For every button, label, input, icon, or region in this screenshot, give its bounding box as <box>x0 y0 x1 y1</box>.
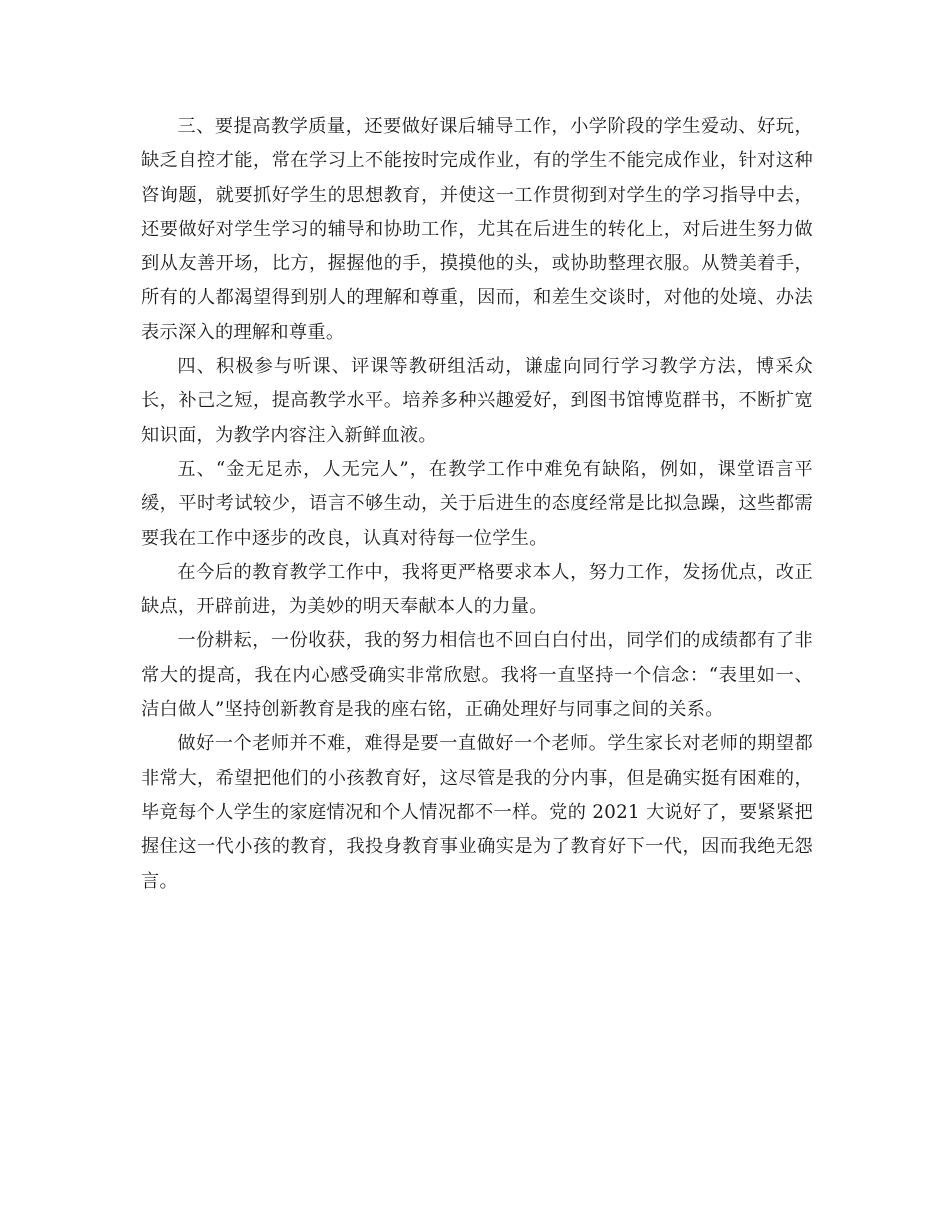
paragraph-teaching-research: 四、积极参与听课、评课等教研组活动，谦虚向同行学习教学方法，博采众长，补己之短，提高教学水平。培养多种兴趣爱好，到图书馆博览群书，不断扩宽知识面，为教学内容注入新鲜血液。 <box>141 356 813 446</box>
paragraph-harvest: 一份耕耘，一份收获，我的努力相信也不回白白付出，同学们的成绩都有了非常大的提高，我在内心感受确实非常欣慰。我将一直坚持一个信念：“表里如一、洁白做人”坚持创新教育是我的座右铭，正确处理好与同事之间的关系。 <box>141 630 813 721</box>
document-body <box>141 110 813 899</box>
paragraph-future-work: 在今后的教育教学工作中，我将更严格要求本人，努力工作，发扬优点，改正缺点，开辟前进，为美妙的明天奉献本人的力量。 <box>141 561 813 618</box>
paragraph-shortcomings: 五、“金无足赤，人无完人”，在教学工作中难免有缺陷，例如，课堂语言平缓，平时考试较少，语言不够生动，关于后进生的态度经常是比拟急躁，这些都需要我在工作中逐步的改良，认真对待每一位学生。 <box>141 458 813 549</box>
paragraph-being-a-teacher: 做好一个老师并不难，难得是要一直做好一个老师。学生家长对老师的期望都非常大，希望把他们的小孩教育好，这尽管是我的分内事，但是确实挺有困难的，毕竟每个人学生的家庭情况和个人情况都不一样。党的 2021 大说好了，要紧紧把握住这一代小孩的教育，我投身教育事业确实是为了教育好下一代，因而我绝无怨言。 <box>141 733 813 892</box>
paragraph-teaching-quality: 三、要提高教学质量，还要做好课后辅导工作，小学阶段的学生爱动、好玩，缺乏自控才能，常在学习上不能按时完成作业，有的学生不能完成作业，针对这种咨询题，就要抓好学生的思想教育，并使这一工作贯彻到对学生的学习指导中去，还要做好对学生学习的辅导和协助工作，尤其在后进生的转化上，对后进生努力做到从友善开场，比方，握握他的手，摸摸他的头，或协助整理衣服。从赞美着手，所有的人都渴望得到别人的理解和尊重，因而，和差生交谈时，对他的处境、办法表示深入的理解和尊重。 <box>141 116 813 343</box>
